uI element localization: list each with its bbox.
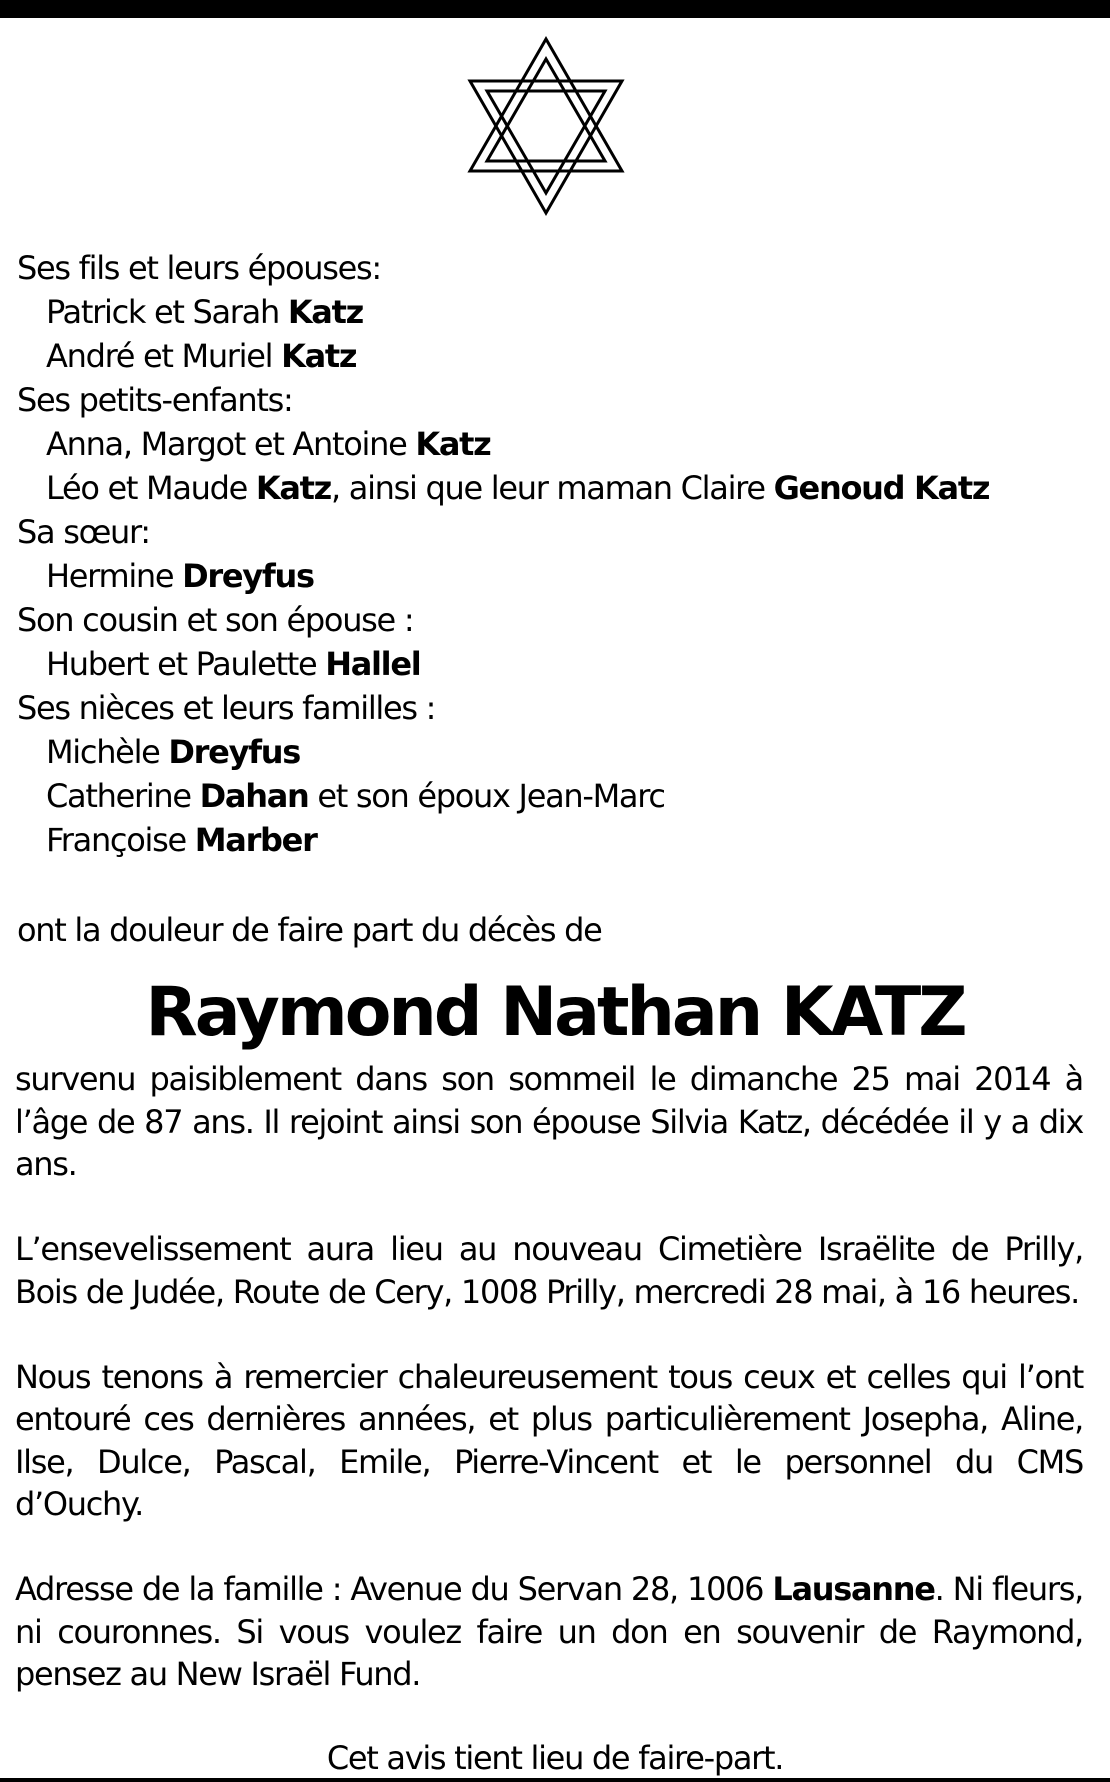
address-paragraph [15,1568,1083,1696]
family-line: Léo et Maude Katz, ainsi que leur maman Claire Genoud Katz [46,469,990,507]
deceased-name: Raymond Nathan KATZ [145,973,965,1052]
donation-text: Si vous voulez faire un don en souvenir de Raymond, pensez au New Israël Fund. [15,1612,1084,1693]
family-line: Hubert et Paulette Hallel [46,645,421,683]
family-line: Ses nièces et leurs familles : [17,689,436,727]
notice-body [15,1058,1083,1738]
footer-note: Cet avis tient lieu de faire-part. [326,1739,784,1777]
family-list [17,246,1097,862]
address-suffix: . [934,1570,944,1608]
family-line: Ses petits-enfants: [17,381,293,419]
passing-text: survenu paisiblement dans son sommeil le dimanche 25 mai 2014 à l’âge de 87 ans. [15,1060,1083,1141]
no-flowers-text: Ni fleurs, ni couronnes. [15,1570,1083,1651]
address-prefix: Adresse de la famille : Avenue du Servan 28, 1006 [15,1570,773,1608]
spouse-text: Il rejoint ainsi son épouse Silvia Katz, décédée il y a dix ans. [15,1102,1083,1183]
family-line: Sa sœur: [17,513,150,551]
family-line: Anna, Margot et Antoine Katz [46,425,491,463]
family-line: Hermine Dreyfus [46,557,314,595]
family-line: Catherine Dahan et son époux Jean-Marc [46,777,665,815]
family-line: Son cousin et son épouse : [17,601,414,639]
family-line: Françoise Marber [46,821,317,859]
passing-paragraph [15,1058,1083,1186]
family-line: Michèle Dreyfus [46,733,300,771]
family-line: Ses fils et leurs épouses: [17,249,381,287]
family-line: Patrick et Sarah Katz [46,293,363,331]
star-of-david-icon [462,31,630,221]
address-city: Lausanne [772,1570,935,1608]
announcement-line: ont la douleur de faire part du décès de [17,911,602,949]
family-line: André et Muriel Katz [46,337,357,375]
thanks-paragraph: Nous tenons à remercier chaleureusement tous ceux et celles qui l’ont entouré ces dernières années, et plus particulièrement Josepha, Aline, Ilse, Dulce, Pascal, Emile, Pierre-Vincent et le personnel du CMS d’Ouchy. [15,1357,1083,1523]
burial-paragraph: L’ensevelissement aura lieu au nouveau Cimetière Israëlite de Prilly, Bois de Judée, Route de Cery, 1008 Prilly, mercredi 28 mai, à 16 heures. [15,1230,1083,1311]
